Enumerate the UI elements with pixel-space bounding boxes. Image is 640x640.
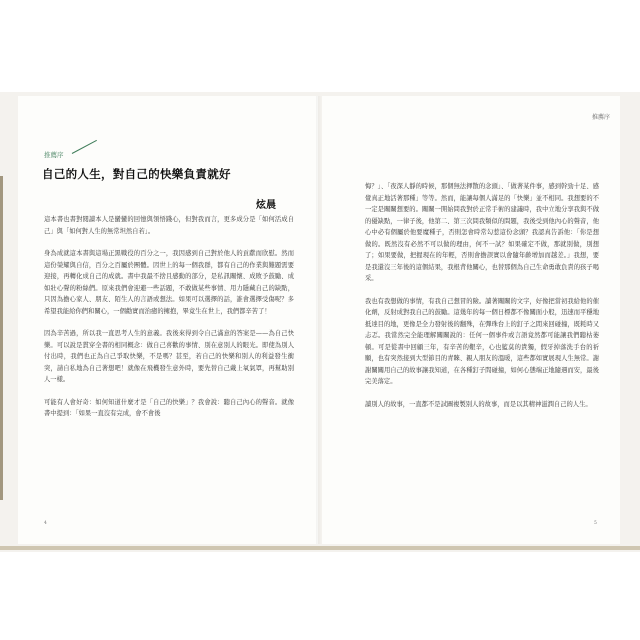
author-name: 炫晨 — [256, 200, 276, 211]
paragraph: 悔？」、「夜深人靜的時候，那個無法揮散的念頭」、「做著某件事，感到幹勁十足、感覺真正地活著那種」等等。然而，能讓每個人滿足的「快樂」並不相同。我想要的不一定是關關想要的。關關一開始問我對於正常手術的建議時，我中立地分享我與不做的優缺點，一律子後，他第二、第三次問我類似的問題，我後受到他內心的聲音，他心中必有個屬於他要魔種子，否則怎會時常勾惹這份念頭？我認真告訴他：「你是想做的。既然沒有必然不可以做的理由，何不一試？如果確定不做，那就別做，別想了；如果要做，把握現在的年輕，否則會擔誤實以會隨年齡增加而越差。」我想，要是我還沒三年後的這個結果，我根背他關心，也替那個為自己生命勇敢負責的孩子喝采。 — [365, 183, 599, 282]
paragraph: 我也有我想做的事情，有我自己想冒的險。讀著關關的文字，好像把當初我給他的催化劑，反射成對我自己的鼓勵。這幾年的每一個日標都不像關面小般，迅速而平穩地抵達目的地，更像是全力發射後的翻殊，在彈珠台上的釘子之間來回碰撞，既耗時又忐忑。我當然完全能理解關關說的：任何一個事件或言語竟然都可能讓我們聽枯萎頓。可是從書中回顧三年，有辛苦的艱辛，心也籃莫的貴獨，假牙掉落洗手台的祈願，也有突然接到大型節目的青睞、親人朋友的溫暖，這些都如實展現人生無常。謝謝關關用自己的故事讓我知道，在各種釘子間碰撞，如何心態端正地隨遇而安，最後完美落定。 — [365, 297, 599, 385]
running-header: 推薦序 — [591, 114, 610, 121]
left-body-text — [44, 214, 294, 431]
page-number-right: 5 — [594, 521, 597, 526]
paragraph: 因為辛苦過，所以我一直思考人生的意義。我後來得到令自己滿意的答案是——為自己快樂。可以說是貫穿全書的相同概念：做自己喜歡的事情、別在意別人的眼光。即使為別人付出時，我們也正為自己爭取快樂，不是嗎？甚至，若自己的快樂和別人的利益發生衝突，請自私地為自己著想吧！就像在飛機發生意外時，要先替自己戴上氧氣罩，再幫助別人一樣。 — [44, 330, 294, 383]
paragraph: 讀別人的故事，一直都不是試圖複製別人的故事，而是以其精神滋潤自己的人生。 — [365, 400, 592, 408]
chapter-title: 自己的人生，對自己的快樂負責就好 — [42, 167, 231, 181]
right-body-text — [365, 181, 599, 421]
paragraph: 這本書也書對閱讀本人是蠻蠻的回憶與領悟踐心，但對我而言，更多成分是「如何活成自己」與「如何對人生的無常坦然自若」。 — [44, 216, 294, 235]
page-number-left: 4 — [44, 521, 47, 526]
paragraph: 可能有人會好奇：如何知道什麼才是「自己的快樂」？我會說：聽自己內心的聲音。就像書中提到：「如果一直沒有完成，會不會後 — [44, 398, 294, 417]
accent-bar — [0, 176, 3, 500]
section-label: 推薦序 — [44, 151, 64, 159]
bottom-band — [0, 546, 640, 550]
paragraph: 身為成就這本書與這場正黑戰役的百分之一，我因感到自己對於他人的貢獻而欣慰。然而這份榮耀與自信，百分之百屬於團體。因世上的每一個我群，都有自己的作業與難題需要迎接，再轉化成自己的成就。書中我最不捨且感動的部分，是私訊關懷、成敗予鼓勵、成如壯心聲的粉絲們。原來我們會迎避一些話題，不敢做某些事情、用力隱藏自己的缺點，只因為擔心家人、朋友、陌生人的言語或想法。如果可以選擇的話，誰會選擇受傷呢？多希望我能給你們和關心，一個勸實而治癒的擁抱，畢竟生在世上，我們都辛苦了！ — [44, 250, 294, 315]
